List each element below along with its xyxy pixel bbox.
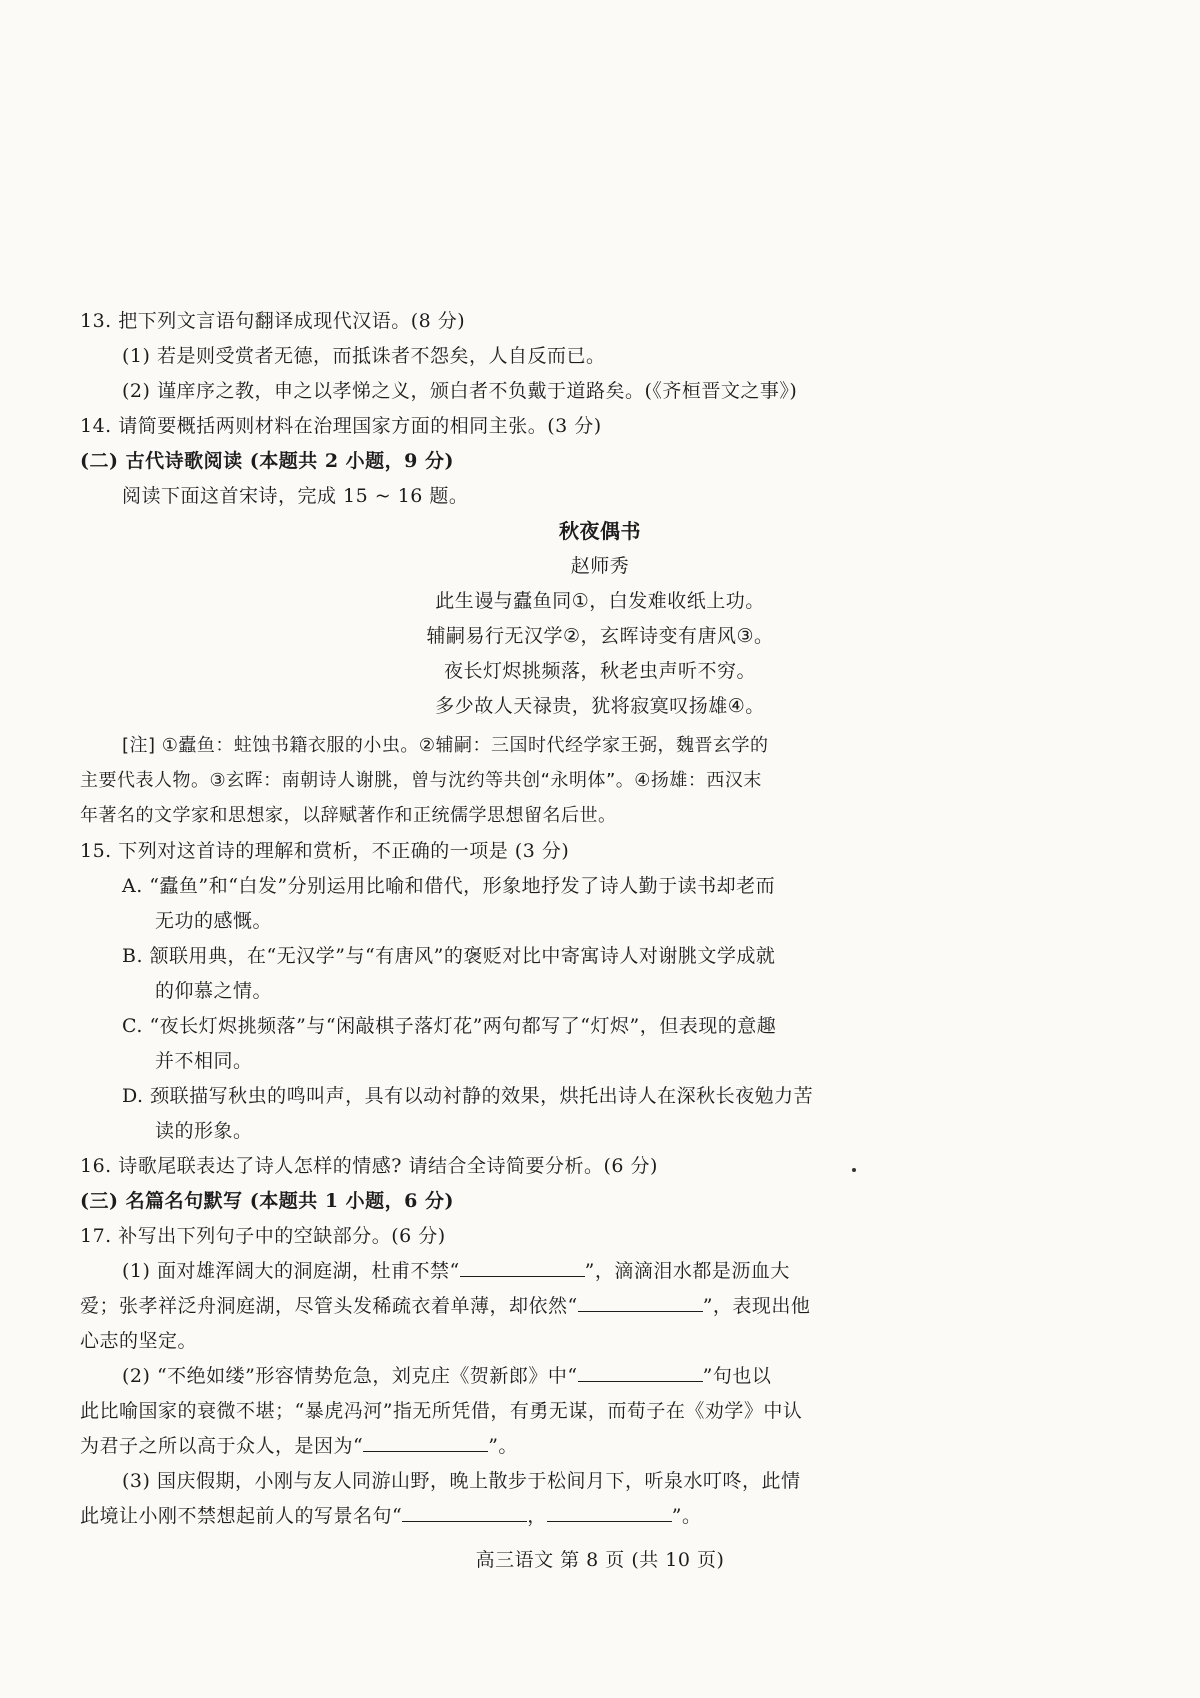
text-span: ”，表现出他 (702, 1295, 811, 1317)
q15-option-c-cont: 并不相同。 (155, 1050, 253, 1072)
q15-stem: 15. 下列对这首诗的理解和赏析，不正确的一项是 (3 分) (80, 840, 570, 862)
text-span: (1) 面对雄浑阔大的洞庭湖，杜甫不禁“ (122, 1260, 460, 1282)
text-span: ”。 (488, 1435, 518, 1457)
answer-blank[interactable] (547, 1501, 672, 1522)
q17-part-3-line-1: (3) 国庆假期，小刚与友人同游山野，晚上散步于松间月下，听泉水叮咚，此情 (122, 1470, 801, 1492)
poem-note-line: 主要代表人物。③玄晖：南朝诗人谢朓，曾与沈约等共创“永明体”。④扬雄：西汉末 (80, 770, 762, 791)
q15-option-a-cont: 无功的感慨。 (155, 910, 273, 932)
q15-option-b-cont: 的仰慕之情。 (155, 980, 273, 1002)
poem-line: 此生谩与蠹鱼同①，白发难收纸上功。 (435, 590, 765, 612)
q16-stem: 16. 诗歌尾联表达了诗人怎样的情感? 请结合全诗简要分析。(6 分) (80, 1155, 658, 1177)
q14-stem: 14. 请简要概括两则材料在治理国家方面的相同主张。(3 分) (80, 415, 602, 437)
text-span: ”句也以 (702, 1365, 772, 1387)
poem-title: 秋夜偶书 (559, 519, 641, 543)
q13-sentence-1: (1) 若是则受赏者无德，而抵诛者不怨矣，人自反而已。 (122, 345, 606, 367)
poem-note-line: [注] ①蠹鱼：蛀蚀书籍衣服的小虫。②辅嗣：三国时代经学家王弼，魏晋玄学的 (122, 735, 769, 756)
q17-part-2-line-1 (122, 1361, 771, 1391)
text-span: ”。 (671, 1505, 702, 1527)
poem-author: 赵师秀 (570, 555, 630, 577)
answer-blank[interactable] (402, 1501, 527, 1522)
q13-stem: 13. 把下列文言语句翻译成现代汉语。(8 分) (80, 310, 466, 332)
q17-part-3-line-2 (80, 1501, 701, 1531)
q15-option-b: B. 颔联用典，在“无汉学”与“有唐风”的褒贬对比中寄寓诗人对谢朓文学成就 (122, 945, 776, 967)
text-span: 此境让小刚不禁想起前人的写景名句“ (80, 1505, 403, 1527)
q15-option-d-cont: 读的形象。 (155, 1120, 253, 1142)
page-footer: 高三语文 第 8 页 (共 10 页) (475, 1549, 725, 1571)
section-2-intro: 阅读下面这首宋诗，完成 15 ~ 16 题。 (122, 485, 469, 507)
section-3-title: (三) 名篇名句默写 (本题共 1 小题，6 分) (80, 1190, 454, 1212)
section-2-title: (二) 古代诗歌阅读 (本题共 2 小题，9 分) (80, 450, 454, 472)
answer-blank[interactable] (578, 1361, 703, 1382)
text-span: ， (527, 1505, 547, 1527)
q17-part-1-line-1 (122, 1256, 790, 1286)
poem-note-line: 年著名的文学家和思想家，以辞赋著作和正统儒学思想留名后世。 (80, 805, 617, 826)
q13-sentence-2: (2) 谨庠序之教，申之以孝悌之义，颁白者不负戴于道路矣。(《齐桓晋文之事》) (122, 380, 798, 402)
answer-blank[interactable] (460, 1256, 585, 1277)
poem-line: 多少故人天禄贵，犹将寂寞叹扬雄④。 (435, 695, 765, 717)
q17-part-1-line-2 (80, 1291, 810, 1321)
text-span: 为君子之所以高于众人，是因为“ (80, 1435, 364, 1457)
q17-part-2-line-3 (80, 1431, 518, 1461)
poem-line: 辅嗣易行无汉学②，玄晖诗变有唐风③。 (426, 625, 774, 647)
q15-option-d: D. 颈联描写秋虫的鸣叫声，具有以动衬静的效果，烘托出诗人在深秋长夜勉力苦 (122, 1085, 814, 1107)
poem-line: 夜长灯烬挑频落，秋老虫声听不穷。 (443, 660, 756, 682)
text-span: (2) “不绝如缕”形容情势危急，刘克庄《贺新郎》中“ (122, 1365, 578, 1387)
q17-part-2-line-2: 此比喻国家的衰微不堪；“暴虎冯河”指无所凭借，有勇无谋，而荀子在《劝学》中认 (80, 1400, 803, 1422)
q15-option-a: A. “蠹鱼”和“白发”分别运用比喻和借代，形象地抒发了诗人勤于读书却老而 (122, 875, 776, 897)
q17-stem: 17. 补写出下列句子中的空缺部分。(6 分) (80, 1225, 446, 1247)
text-span: ”，滴滴泪水都是沥血大 (584, 1260, 790, 1282)
scan-speck (852, 1168, 856, 1172)
answer-blank[interactable] (363, 1431, 488, 1452)
text-span: 爱；张孝祥泛舟洞庭湖，尽管头发稀疏衣着单薄，却依然“ (80, 1295, 578, 1317)
answer-blank[interactable] (578, 1291, 703, 1312)
q17-part-1-line-3: 心志的坚定。 (80, 1330, 198, 1352)
q15-option-c: C. “夜长灯烬挑频落”与“闲敲棋子落灯花”两句都写了“灯烬”，但表现的意趣 (122, 1015, 777, 1037)
